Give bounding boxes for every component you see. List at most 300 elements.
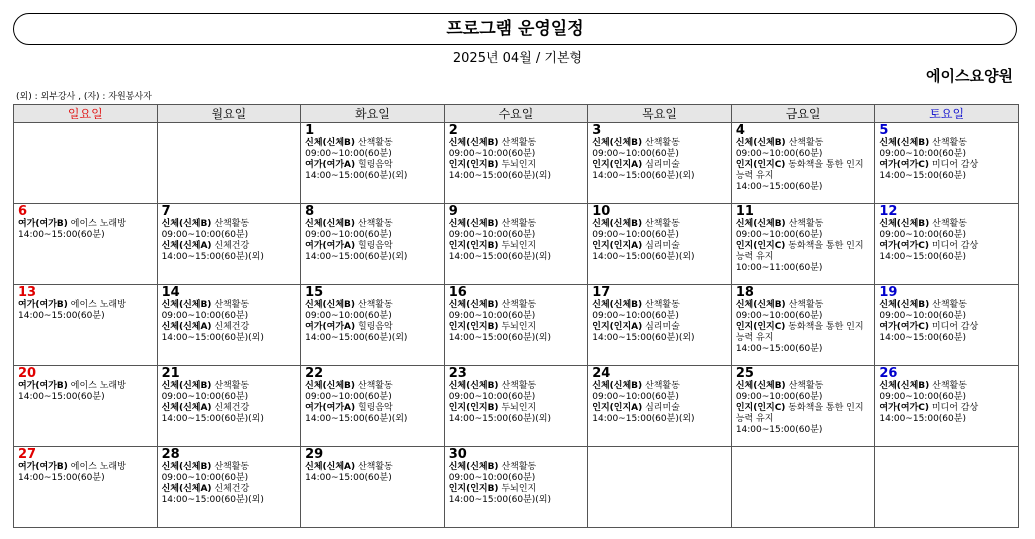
program-category: 신체(신체B) xyxy=(305,219,355,229)
calendar-week-row xyxy=(14,123,1019,204)
program-entry xyxy=(449,322,585,333)
program-time: 14:00~15:00(60분)(외) xyxy=(592,414,695,424)
day-number: 7 xyxy=(161,204,171,219)
page-title: 프로그램 운영일정 xyxy=(13,13,1017,45)
calendar-day-cell xyxy=(14,204,158,285)
program-time: 14:00~15:00(60분) xyxy=(879,171,966,181)
calendar-day-cell xyxy=(157,447,301,528)
calendar-day-cell xyxy=(588,366,732,447)
program-entry xyxy=(449,300,585,311)
program-entry xyxy=(449,138,585,149)
program-name: 산책활동 xyxy=(788,219,824,229)
program-name: 산책활동 xyxy=(214,381,250,391)
program-name: 동화책을 통한 인지능력 유지 xyxy=(735,403,864,424)
program-category: 인지(인지C) xyxy=(735,160,786,170)
program-entry xyxy=(449,160,585,171)
program-time: 14:00~15:00(60분)(외) xyxy=(161,414,264,424)
day-number: 20 xyxy=(18,366,37,381)
program-time: 14:00~15:00(60분)(외) xyxy=(448,414,551,424)
program-category: 여가(여가C) xyxy=(879,403,929,413)
day-number: 23 xyxy=(448,366,467,381)
program-name: 미디어 감상 xyxy=(931,160,979,170)
program-time: 14:00~15:00(60분) xyxy=(735,182,823,192)
day-number: 4 xyxy=(735,123,745,138)
day-number: 11 xyxy=(735,204,754,219)
program-time: 09:00~10:00(60분) xyxy=(161,230,249,240)
program-name: 힐링음악 xyxy=(357,241,393,251)
day-number: 17 xyxy=(592,285,611,300)
program-time: 09:00~10:00(60분) xyxy=(448,149,536,159)
program-time: 09:00~10:00(60분) xyxy=(448,311,536,321)
program-time: 14:00~15:00(60분) xyxy=(735,344,823,354)
program-entry xyxy=(305,462,441,473)
program-name: 두뇌인지 xyxy=(501,484,537,494)
program-name: 산책활동 xyxy=(788,381,824,391)
program-entry xyxy=(736,403,872,425)
day-number: 28 xyxy=(161,447,180,462)
day-number: 18 xyxy=(735,285,754,300)
program-time: 09:00~10:00(60분) xyxy=(592,149,679,159)
day-number: 12 xyxy=(879,204,898,219)
program-entry xyxy=(305,300,441,311)
calendar-day-cell xyxy=(14,285,158,366)
program-entry xyxy=(592,300,728,311)
program-time: 09:00~10:00(60분) xyxy=(305,392,392,402)
weekday-header: 화요일 xyxy=(301,105,445,123)
program-entry xyxy=(449,381,585,392)
program-time: 09:00~10:00(60분) xyxy=(161,311,249,321)
program-category: 신체(신체B) xyxy=(592,138,643,148)
day-number: 19 xyxy=(879,285,898,300)
program-category: 신체(신체B) xyxy=(879,138,930,148)
program-time: 14:00~15:00(60분)(외) xyxy=(448,171,551,181)
program-entry xyxy=(162,241,298,252)
calendar-day-cell xyxy=(301,285,445,366)
calendar-day-cell xyxy=(14,123,158,204)
program-time: 14:00~15:00(60분)(외) xyxy=(161,333,264,343)
calendar-week-row xyxy=(14,204,1019,285)
program-category: 여가(여가B) xyxy=(18,300,68,310)
program-time: 09:00~10:00(60분) xyxy=(161,392,249,402)
program-category: 여가(여가B) xyxy=(18,462,68,472)
program-entry xyxy=(879,403,1015,414)
program-entry xyxy=(879,138,1015,149)
program-time: 09:00~10:00(60분) xyxy=(735,230,823,240)
program-name: 산책활동 xyxy=(645,138,680,148)
program-time: 09:00~10:00(60분) xyxy=(879,149,966,159)
program-category: 인지(인지A) xyxy=(592,160,643,170)
calendar-day-cell xyxy=(731,447,875,528)
program-time: 14:00~15:00(60분)(외) xyxy=(305,414,408,424)
program-entry xyxy=(305,138,441,149)
program-entry xyxy=(736,381,872,392)
program-entry xyxy=(736,322,872,344)
program-name: 산책활동 xyxy=(501,138,537,148)
program-category: 여가(여가B) xyxy=(18,219,68,229)
program-entry xyxy=(305,241,441,252)
program-category: 인지(인지A) xyxy=(592,322,643,332)
program-name: 동화책을 통한 인지능력 유지 xyxy=(735,322,864,343)
program-name: 에이스 노래방 xyxy=(70,462,126,472)
program-time: 14:00~15:00(60분)(외) xyxy=(305,171,408,181)
program-entry xyxy=(736,138,872,149)
program-time: 14:00~15:00(60분) xyxy=(735,425,823,435)
program-name: 심리미술 xyxy=(645,322,680,332)
calendar-day-cell xyxy=(875,366,1019,447)
calendar-week-row xyxy=(14,366,1019,447)
program-category: 인지(인지B) xyxy=(448,484,499,494)
program-time: 14:00~15:00(60분) xyxy=(305,473,392,483)
program-category: 신체(신체B) xyxy=(161,381,212,391)
calendar-day-cell xyxy=(157,366,301,447)
program-time: 14:00~15:00(60분) xyxy=(879,333,966,343)
program-time: 14:00~15:00(60분)(외) xyxy=(161,252,264,262)
program-entry xyxy=(449,241,585,252)
program-name: 산책활동 xyxy=(501,381,537,391)
program-time: 09:00~10:00(60분) xyxy=(879,311,966,321)
program-category: 신체(신체A) xyxy=(161,484,212,494)
program-name: 산책활동 xyxy=(788,300,824,310)
program-name: 미디어 감상 xyxy=(931,322,979,332)
program-category: 신체(신체B) xyxy=(592,219,643,229)
day-number: 1 xyxy=(305,123,315,138)
program-time: 09:00~10:00(60분) xyxy=(592,230,679,240)
program-category: 신체(신체B) xyxy=(448,219,499,229)
program-category: 신체(신체B) xyxy=(879,219,930,229)
program-entry xyxy=(305,160,441,171)
program-name: 심리미술 xyxy=(645,403,680,413)
day-number: 3 xyxy=(592,123,602,138)
calendar-day-cell xyxy=(444,285,588,366)
program-time: 14:00~15:00(60분)(외) xyxy=(592,171,695,181)
weekday-header: 토요일 xyxy=(875,105,1019,123)
program-entry xyxy=(162,462,298,473)
program-entry xyxy=(736,219,872,230)
program-entry xyxy=(305,219,441,230)
program-name: 신체건강 xyxy=(214,484,250,494)
program-entry xyxy=(18,219,154,230)
program-time: 09:00~10:00(60분) xyxy=(879,392,966,402)
program-category: 여가(여가C) xyxy=(879,241,929,251)
day-number: 27 xyxy=(18,447,37,462)
program-category: 여가(여가A) xyxy=(305,403,356,413)
program-name: 힐링음악 xyxy=(357,403,393,413)
calendar-day-cell xyxy=(301,447,445,528)
program-name: 산책활동 xyxy=(214,219,250,229)
calendar-day-cell xyxy=(444,123,588,204)
program-category: 인지(인지A) xyxy=(592,241,643,251)
program-time: 09:00~10:00(60분) xyxy=(735,392,823,402)
program-time: 14:00~15:00(60분)(외) xyxy=(592,252,695,262)
program-category: 여가(여가A) xyxy=(305,160,356,170)
program-category: 신체(신체B) xyxy=(161,300,212,310)
weekday-header: 수요일 xyxy=(444,105,588,123)
program-name: 미디어 감상 xyxy=(931,403,979,413)
program-name: 산책활동 xyxy=(357,219,393,229)
program-category: 신체(신체B) xyxy=(879,300,930,310)
program-category: 신체(신체B) xyxy=(305,381,355,391)
program-time: 09:00~10:00(60분) xyxy=(305,311,392,321)
program-name: 산책활동 xyxy=(788,138,824,148)
program-time: 09:00~10:00(60분) xyxy=(161,473,249,483)
day-number: 22 xyxy=(305,366,324,381)
program-entry xyxy=(879,381,1015,392)
program-category: 신체(신체B) xyxy=(161,462,212,472)
program-time: 10:00~11:00(60분) xyxy=(735,263,823,273)
program-category: 여가(여가A) xyxy=(305,241,356,251)
program-category: 인지(인지A) xyxy=(592,403,643,413)
day-number: 13 xyxy=(18,285,37,300)
program-category: 인지(인지B) xyxy=(448,160,499,170)
program-entry xyxy=(736,241,872,263)
program-category: 신체(신체A) xyxy=(161,403,212,413)
program-entry xyxy=(592,381,728,392)
program-name: 산책활동 xyxy=(357,138,393,148)
program-time: 09:00~10:00(60분) xyxy=(448,230,536,240)
calendar-day-cell xyxy=(157,285,301,366)
program-time: 14:00~15:00(60분)(외) xyxy=(448,495,551,505)
organization-name: 에이스요양원 xyxy=(926,67,1013,85)
program-name: 산책활동 xyxy=(645,381,680,391)
program-category: 인지(인지B) xyxy=(448,322,499,332)
program-entry xyxy=(592,322,728,333)
calendar-day-cell xyxy=(588,123,732,204)
calendar-day-cell xyxy=(731,123,875,204)
program-name: 힐링음악 xyxy=(357,160,393,170)
program-entry xyxy=(449,484,585,495)
schedule-calendar xyxy=(13,104,1019,528)
day-number: 26 xyxy=(879,366,898,381)
day-number: 25 xyxy=(735,366,754,381)
day-number: 6 xyxy=(18,204,28,219)
program-time: 14:00~15:00(60분) xyxy=(879,252,966,262)
program-category: 신체(신체B) xyxy=(448,462,499,472)
day-number: 10 xyxy=(592,204,611,219)
day-number: 24 xyxy=(592,366,611,381)
program-entry xyxy=(592,138,728,149)
calendar-day-cell xyxy=(588,447,732,528)
day-number: 29 xyxy=(305,447,324,462)
program-entry xyxy=(592,219,728,230)
program-entry xyxy=(879,241,1015,252)
program-category: 신체(신체A) xyxy=(161,241,212,251)
program-name: 에이스 노래방 xyxy=(70,381,126,391)
calendar-day-cell xyxy=(875,123,1019,204)
program-category: 신체(신체B) xyxy=(735,300,786,310)
calendar-day-cell xyxy=(157,123,301,204)
program-name: 산책활동 xyxy=(932,381,967,391)
program-time: 09:00~10:00(60분) xyxy=(305,149,392,159)
program-name: 신체건강 xyxy=(214,322,250,332)
program-category: 신체(신체B) xyxy=(735,381,786,391)
program-category: 신체(신체B) xyxy=(448,138,499,148)
program-category: 신체(신체B) xyxy=(305,138,355,148)
weekday-header: 금요일 xyxy=(731,105,875,123)
calendar-day-cell xyxy=(157,204,301,285)
program-name: 힐링음악 xyxy=(357,322,393,332)
weekday-header: 월요일 xyxy=(157,105,301,123)
calendar-body xyxy=(14,123,1019,528)
program-name: 심리미술 xyxy=(645,160,680,170)
program-name: 심리미술 xyxy=(645,241,680,251)
calendar-day-cell xyxy=(444,366,588,447)
calendar-day-cell xyxy=(301,366,445,447)
program-entry xyxy=(879,322,1015,333)
program-time: 09:00~10:00(60분) xyxy=(305,230,392,240)
program-time: 14:00~15:00(60분) xyxy=(879,414,966,424)
program-category: 여가(여가C) xyxy=(879,160,929,170)
program-time: 14:00~15:00(60분) xyxy=(18,392,105,402)
program-name: 산책활동 xyxy=(357,381,393,391)
program-time: 14:00~15:00(60분)(외) xyxy=(161,495,264,505)
program-entry xyxy=(18,462,154,473)
program-time: 14:00~15:00(60분)(외) xyxy=(305,333,408,343)
program-entry xyxy=(879,160,1015,171)
program-category: 인지(인지C) xyxy=(735,403,786,413)
program-time: 09:00~10:00(60분) xyxy=(448,473,536,483)
program-entry xyxy=(305,322,441,333)
program-name: 산책활동 xyxy=(932,300,967,310)
program-name: 산책활동 xyxy=(645,219,680,229)
program-entry xyxy=(592,160,728,171)
program-category: 여가(여가C) xyxy=(879,322,929,332)
day-number: 15 xyxy=(305,285,324,300)
program-time: 14:00~15:00(60분) xyxy=(18,311,105,321)
program-time: 09:00~10:00(60분) xyxy=(592,392,679,402)
program-time: 09:00~10:00(60분) xyxy=(592,311,679,321)
calendar-day-cell xyxy=(731,366,875,447)
calendar-day-cell xyxy=(731,285,875,366)
program-name: 산책활동 xyxy=(357,462,393,472)
program-name: 산책활동 xyxy=(645,300,680,310)
program-category: 신체(신체B) xyxy=(305,300,355,310)
program-name: 두뇌인지 xyxy=(501,241,537,251)
calendar-day-cell xyxy=(444,204,588,285)
program-name: 에이스 노래방 xyxy=(70,300,126,310)
calendar-day-cell xyxy=(14,447,158,528)
program-entry xyxy=(449,462,585,473)
program-entry xyxy=(18,300,154,311)
program-category: 신체(신체B) xyxy=(735,138,786,148)
program-entry xyxy=(162,381,298,392)
program-entry xyxy=(449,403,585,414)
program-entry xyxy=(305,403,441,414)
program-category: 인지(인지B) xyxy=(448,241,499,251)
program-entry xyxy=(736,160,872,182)
program-name: 산책활동 xyxy=(214,462,250,472)
program-category: 신체(신체A) xyxy=(161,322,212,332)
program-category: 신체(신체B) xyxy=(448,300,499,310)
program-time: 09:00~10:00(60분) xyxy=(735,311,823,321)
program-name: 미디어 감상 xyxy=(931,241,979,251)
program-time: 14:00~15:00(60분)(외) xyxy=(448,333,551,343)
program-time: 09:00~10:00(60분) xyxy=(735,149,823,159)
program-name: 에이스 노래방 xyxy=(70,219,126,229)
program-entry xyxy=(162,403,298,414)
calendar-day-cell xyxy=(588,204,732,285)
program-time: 09:00~10:00(60분) xyxy=(448,392,536,402)
program-category: 신체(신체B) xyxy=(735,219,786,229)
program-name: 산책활동 xyxy=(214,300,250,310)
day-number: 2 xyxy=(448,123,458,138)
program-entry xyxy=(162,322,298,333)
program-entry xyxy=(162,300,298,311)
calendar-day-cell xyxy=(875,447,1019,528)
program-category: 신체(신체B) xyxy=(879,381,930,391)
day-number: 8 xyxy=(305,204,315,219)
day-number: 16 xyxy=(448,285,467,300)
weekday-header: 목요일 xyxy=(588,105,732,123)
program-time: 14:00~15:00(60분)(외) xyxy=(592,333,695,343)
program-category: 신체(신체B) xyxy=(592,381,643,391)
day-number: 9 xyxy=(448,204,458,219)
calendar-day-cell xyxy=(588,285,732,366)
program-name: 두뇌인지 xyxy=(501,403,537,413)
program-entry xyxy=(879,300,1015,311)
program-time: 09:00~10:00(60분) xyxy=(879,230,966,240)
program-entry xyxy=(162,219,298,230)
day-number: 5 xyxy=(879,123,889,138)
program-entry xyxy=(592,241,728,252)
program-category: 여가(여가B) xyxy=(18,381,68,391)
calendar-day-cell xyxy=(444,447,588,528)
program-name: 산책활동 xyxy=(932,138,967,148)
day-number: 30 xyxy=(448,447,467,462)
program-name: 산책활동 xyxy=(501,300,537,310)
program-entry xyxy=(305,381,441,392)
program-name: 두뇌인지 xyxy=(501,322,537,332)
program-entry xyxy=(162,484,298,495)
program-time: 14:00~15:00(60분)(외) xyxy=(305,252,408,262)
program-time: 14:00~15:00(60분) xyxy=(18,230,105,240)
day-number: 21 xyxy=(161,366,180,381)
program-time: 14:00~15:00(60분) xyxy=(18,473,105,483)
calendar-day-cell xyxy=(875,204,1019,285)
calendar-day-cell xyxy=(301,204,445,285)
program-category: 신체(신체B) xyxy=(592,300,643,310)
program-category: 인지(인지C) xyxy=(735,241,786,251)
legend-note: (외) : 외부강사 , (자) : 자원봉사자 xyxy=(16,92,152,102)
calendar-day-cell xyxy=(301,123,445,204)
program-name: 신체건강 xyxy=(214,403,250,413)
calendar-day-cell xyxy=(875,285,1019,366)
program-category: 여가(여가A) xyxy=(305,322,356,332)
program-name: 신체건강 xyxy=(214,241,250,251)
calendar-day-cell xyxy=(14,366,158,447)
program-name: 동화책을 통한 인지능력 유지 xyxy=(735,241,864,262)
program-category: 인지(인지B) xyxy=(448,403,499,413)
weekday-header-row xyxy=(14,105,1019,123)
program-entry xyxy=(18,381,154,392)
program-category: 신체(신체B) xyxy=(161,219,212,229)
weekday-header: 일요일 xyxy=(14,105,158,123)
program-category: 신체(신체B) xyxy=(448,381,499,391)
program-entry xyxy=(879,219,1015,230)
program-name: 산책활동 xyxy=(932,219,967,229)
program-category: 인지(인지C) xyxy=(735,322,786,332)
program-entry xyxy=(449,219,585,230)
schedule-subtitle: 2025년 04월 / 기본형 xyxy=(452,51,583,66)
program-time: 14:00~15:00(60분)(외) xyxy=(448,252,551,262)
program-category: 신체(신체A) xyxy=(305,462,356,472)
program-entry xyxy=(736,300,872,311)
program-name: 동화책을 통한 인지능력 유지 xyxy=(735,160,864,181)
calendar-day-cell xyxy=(731,204,875,285)
day-number: 14 xyxy=(161,285,180,300)
program-name: 두뇌인지 xyxy=(501,160,537,170)
program-name: 산책활동 xyxy=(501,462,537,472)
program-entry xyxy=(592,403,728,414)
